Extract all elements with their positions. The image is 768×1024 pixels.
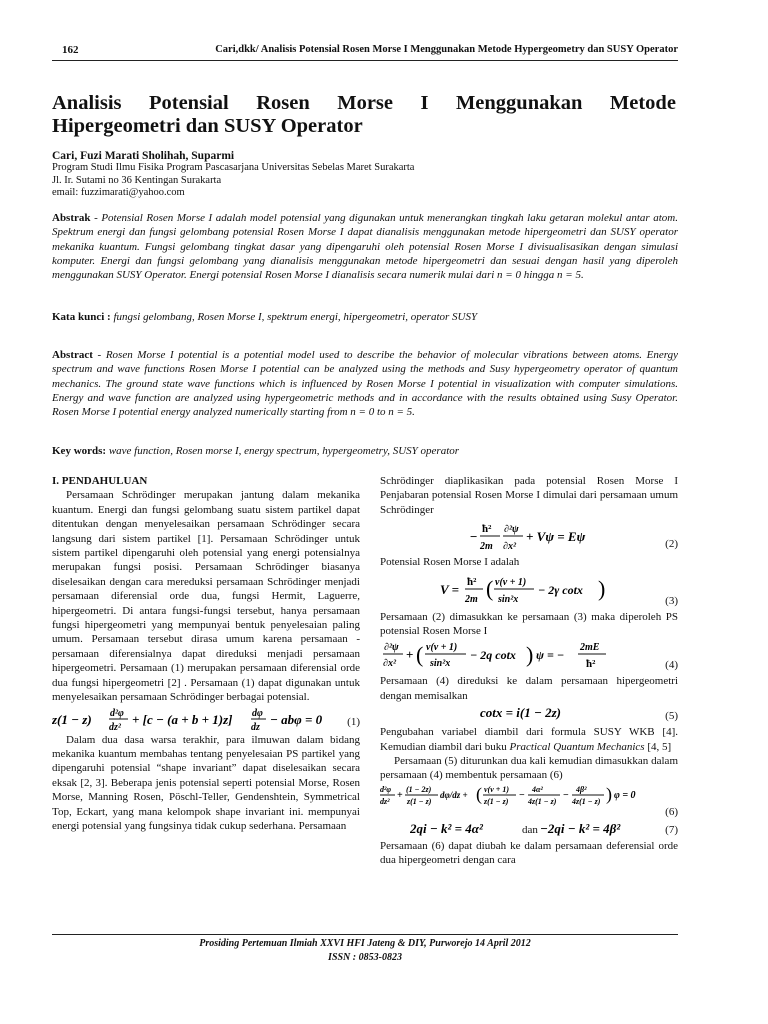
affiliation-email: email: fuzzimarati@yahoo.com xyxy=(52,187,185,198)
key-words-label: Key words: xyxy=(52,445,107,457)
svg-text:2qi − k² = 4α²: 2qi − k² = 4α² xyxy=(410,820,483,836)
svg-text:2mE: 2mE xyxy=(580,642,600,654)
title-word: Analisis xyxy=(52,92,122,114)
svg-text:4z(1 − z): 4z(1 − z) xyxy=(528,796,557,806)
svg-text:ν(ν + 1): ν(ν + 1) xyxy=(484,784,509,794)
affiliation-line-1: Program Studi Ilmu Fisika Program Pascasarjana Universitas Sebelas Maret Surakarta xyxy=(52,162,415,173)
svg-text:+ [c − (a + b + 1)z]: + [c − (a + b + 1)z] xyxy=(132,711,233,727)
svg-text:− 2γ cotx: − 2γ cotx xyxy=(538,582,583,597)
abstract-text: Rosen Morse I potential is a potential model used to describe the behavior of molecular vibrations between atoms. Energy spectrum and wave functions Rosen Morse I potential can be analyzed using the methods and Susy hypergeometry operator of quantum mechanics. The ground state wave functions which is influenced by Rosen Morse I potential in visualization with computer simulations. Energy and wave function are analyzed using hypergeometric methods and in accordance with the results obtained using Susy Operator. Rosen Morse I potential energy analyzed numerically starting from n = 0 to n = 5. xyxy=(52,349,678,419)
abstrak: Abstrak - Potensial Rosen Morse I adalah model potensial yang digunakan untuk menerangkan tingkah laku getaran molekul antar atom. Spektrum energi dan fungsi gelombang potensial Rosen Morse I dapat dianalisis menggunakan metode hipergeometri dan SUSY operator mekanika kuantum. Fungsi gelombang tingkat dasar yang dipengaruhi oleh potensial Rosen Morse I divisualisasikan dengan simulasi komputer. Energi dan fungsi gelombang yang dianalisis menggunakan metode hipergeometri dan sesuai dengan hasil yang diperoleh menggunakan SUSY Operator. Energi potensial Rosen Morse I dianalisis secara numerik mulai dari n = 0 hingga n = 5. xyxy=(52,212,678,282)
equation-2 xyxy=(380,517,678,555)
abstrak-label: Abstrak xyxy=(52,212,91,224)
svg-text:z(1 − z): z(1 − z) xyxy=(407,796,432,806)
right-paragraph-5 xyxy=(380,725,678,754)
equation-6-formula xyxy=(380,783,678,807)
svg-text:−: − xyxy=(519,789,525,801)
svg-text:ψ = −: ψ = − xyxy=(536,648,565,663)
right-paragraph-3: Persamaan (2) dimasukkan ke persamaan (3) maka diperoleh PS potensial Rosen Morse I xyxy=(380,610,678,638)
svg-text:+ Vψ = Eψ: + Vψ = Eψ xyxy=(526,529,586,545)
svg-text:z(1 − z): z(1 − z) xyxy=(52,711,92,727)
intro-paragraph-2: Dalam dua dasa warsa terakhir, para ilmuwan dalam bidang mekanika kuantum membahas tentang penyelesaian PS partikel yang dipengaruhi potensial “shape invariant” dapat diselesaikan secara eksak [2, 3]. Beberapa jenis potensial seperti potensial Morse, Rosen Morse, Manning Rosen, Pöschl-Teller, Gendenshtein, Symmetrical Top, Eckart, yang mana kelompok shape invariant ini. mempunyai energi potensial yang fungsinya tidak cukup sederhana. Persamaan xyxy=(52,733,360,832)
svg-text:d²φ: d²φ xyxy=(110,707,124,719)
svg-text:∂²ψ: ∂²ψ xyxy=(384,642,399,654)
svg-text:dφ/dz +: dφ/dz + xyxy=(440,789,468,800)
right-paragraph-5b: [4, 5] xyxy=(647,740,672,753)
equation-5-formula xyxy=(480,703,590,723)
svg-text:(: ( xyxy=(486,575,494,601)
svg-text:): ) xyxy=(526,642,534,668)
right-paragraph-6: Persamaan (5) diturunkan dua kali kemudian dimasukkan dalam persamaan (4) membentuk persamaan (6) xyxy=(380,755,678,782)
svg-text:4α²: 4α² xyxy=(532,784,543,794)
equation-6-number: (6) xyxy=(665,805,678,818)
equation-4 xyxy=(380,638,678,674)
equation-4-number: (4) xyxy=(665,659,678,672)
svg-text:ħ²: ħ² xyxy=(467,575,477,588)
equation-3-formula xyxy=(440,572,620,610)
footer-issn: ISSN : 0853-0823 xyxy=(328,952,402,963)
right-column xyxy=(380,474,678,868)
abstract-en: Abstract - Rosen Morse I potential is a potential model used to describe the behavior of molecular vibrations between atoms. Energy spectrum and wave functions Rosen Morse I potential can be analyzed using the methods and Susy hypergeometry operator of quantum mechanics. The ground state wave functions which is influenced by Rosen Morse I potential in visualization with computer simulations. Energy and wave function are analyzed using hypergeometric methods and in accordance with the results obtained using Susy Operator. Rosen Morse I potential energy analyzed numerically starting from n = 0 to n = 5. xyxy=(52,349,678,419)
equation-3-number: (3) xyxy=(665,594,678,607)
svg-text:d²φ: d²φ xyxy=(380,784,392,794)
abstrak-text: Potensial Rosen Morse I adalah model potensial yang digunakan untuk menerangkan tingkah laku getaran molekul antar atom. Spektrum energi dan fungsi gelombang potensial Rosen Morse I dapat dianalisis menggunakan metode hipergeometri dan SUSY operator mekanika kuantum. Fungsi gelombang tingkat dasar yang dipengaruhi oleh potensial Rosen Morse I divisualisasikan dengan simulasi komputer. Energi dan fungsi gelombang yang dianalisis menggunakan metode hipergeometri dan sesuai dengan hasil yang diperoleh menggunakan SUSY Operator. Energi potensial Rosen Morse I dianalisis secara numerik mulai dari n = 0 hingga n = 5. xyxy=(52,212,678,282)
title-word: Potensial xyxy=(148,92,229,114)
equation-7 xyxy=(380,819,678,839)
svg-text:+: + xyxy=(406,647,414,663)
equation-5 xyxy=(380,703,678,725)
svg-text:): ) xyxy=(606,783,612,804)
svg-text:(1 − 2z): (1 − 2z) xyxy=(406,784,432,794)
right-paragraph-7: Persamaan (6) dapat diubah ke dalam persamaan deferensial orde dua hipergeometri dengan cara xyxy=(380,839,678,867)
section-heading: I. PENDAHULUAN xyxy=(52,475,148,487)
equation-1-number: (1) xyxy=(347,715,360,728)
affiliation xyxy=(52,162,414,200)
svg-text:(: ( xyxy=(476,783,482,804)
paper-title xyxy=(52,92,676,138)
svg-text:ħ²: ħ² xyxy=(482,523,492,536)
svg-text:+: + xyxy=(397,789,403,801)
svg-text:∂x²: ∂x² xyxy=(383,658,396,670)
equation-2-number: (2) xyxy=(665,538,678,551)
svg-text:φ = 0: φ = 0 xyxy=(614,789,636,801)
svg-text:−2qi − k² = 4β²: −2qi − k² = 4β² xyxy=(540,820,621,836)
svg-text:z(1 − z): z(1 − z) xyxy=(484,796,509,806)
svg-text:ν(ν + 1): ν(ν + 1) xyxy=(495,576,527,588)
equation-7a-formula xyxy=(410,819,520,839)
key-words-text: wave function, Rosen morse I, energy spectrum, hypergeometry, SUSY operator xyxy=(108,445,460,457)
svg-text:dz: dz xyxy=(251,721,260,733)
svg-text:): ) xyxy=(598,575,606,601)
svg-text:sin²x: sin²x xyxy=(430,658,451,670)
svg-text:∂²ψ: ∂²ψ xyxy=(504,524,519,536)
equation-6 xyxy=(380,783,678,819)
svg-text:−: − xyxy=(563,789,569,801)
equation-2-formula xyxy=(470,519,590,555)
equation-7-number: (7) xyxy=(665,823,678,836)
footer-proceedings: Prosiding Pertemuan Ilmiah XXVI HFI Jateng & DIY, Purworejo 14 April 2012 xyxy=(199,938,531,949)
svg-text:−: − xyxy=(470,529,478,545)
svg-text:− 2q cotx: − 2q cotx xyxy=(470,648,516,663)
svg-text:(: ( xyxy=(416,642,424,668)
title-line-2: Hipergeometri dan SUSY Operator xyxy=(52,115,363,137)
svg-text:V =: V = xyxy=(440,581,460,597)
kata-kunci-label: Kata kunci : xyxy=(52,311,111,323)
book-title: Practical Quantum Mechanics xyxy=(509,740,645,753)
equation-5-number: (5) xyxy=(665,710,678,723)
right-paragraph-4: Persamaan (4) direduksi ke dalam persamaan hipergeometri dengan memisalkan xyxy=(380,675,678,702)
title-line-1 xyxy=(52,92,676,115)
title-word: Metode xyxy=(609,92,676,114)
kata-kunci xyxy=(52,311,678,323)
intro-paragraph-1: Persamaan Schrödinger merupakan jantung dalam mekanika kuantum. Energi dan fungsi gelombang suatu sistem partikel dapat ditentukan dengan menyelesaikan persamaan Schrödinger secara langsung dari sistem partikel [1]. Persamaan Schrödinger untuk sistem partikel dipengaruhi oleh potensial yang energi potensialnya merupakan fungsi posisi. Persamaan Schrödinger biasanya diselesaikan dengan cara mereduksi persamaan Schrödinger menjadi persamaan diferensial orde dua, fungsi Hermit, Laguerre, hipergeometri. Di antara fungsi-fungsi tersebut, hanya persamaan fungsi hipergeometri yang mempunyai bentuk penyelesaian paling umum. Persamaan tersebut dirasa umum karena persamaan - persamaan diferensialnya dapat direduksi menjadi persamaan hipergeometri. Persamaan (1) merupakan persamaan diferensial orde dua fungsi hipergeometri [2] . Persamaan (1) dapat digunakan untuk menyelesaikan persamaan Schrödinger berbagai potensial. xyxy=(52,489,360,704)
equation-3 xyxy=(380,570,678,610)
right-paragraph-5a: Pengubahan variabel diambil dari formula SUSY WKB [4]. Kemudian diambil dari buku xyxy=(380,726,678,753)
svg-text:− abφ = 0: − abφ = 0 xyxy=(270,711,323,727)
svg-text:∂x²: ∂x² xyxy=(503,541,516,553)
title-word: Menggunakan xyxy=(455,92,583,114)
svg-text:ν(ν + 1): ν(ν + 1) xyxy=(426,642,458,654)
svg-text:4β²: 4β² xyxy=(576,784,587,794)
equation-1 xyxy=(52,705,360,733)
kata-kunci-text: fungsi gelombang, Rosen Morse I, spektrum energi, hipergeometri, operator SUSY xyxy=(113,311,478,323)
equation-7b-formula xyxy=(540,819,656,839)
authors: Cari, Fuzi Marati Sholihah, Suparmi xyxy=(52,150,235,162)
title-word: Morse xyxy=(337,92,393,114)
svg-text:dφ: dφ xyxy=(252,707,263,719)
equation-7-dan: dan xyxy=(522,823,538,836)
svg-text:2m: 2m xyxy=(480,541,493,553)
svg-text:4z(1 − z): 4z(1 − z) xyxy=(572,796,601,806)
equation-1-formula xyxy=(52,705,332,733)
running-title: Cari,dkk/ Analisis Potensial Rosen Morse I Menggunakan Metode Hypergeometry dan SUSY Operator xyxy=(215,44,678,55)
affiliation-line-2: Jl. Ir. Sutami no 36 Kentingan Surakarta xyxy=(52,174,222,186)
footer-rule xyxy=(52,934,678,935)
right-paragraph-1: Schrödinger diaplikasikan pada potensial Rosen Morse I Penjabaran potensial Rosen Morse I dimulai dari persamaan umum Schrödinger xyxy=(380,475,678,516)
abstract-label: Abstract xyxy=(52,349,93,361)
svg-text:dz²: dz² xyxy=(380,796,390,806)
svg-text:sin²x: sin²x xyxy=(498,593,519,605)
right-paragraph-2: Potensial Rosen Morse I adalah xyxy=(380,556,520,569)
svg-text:ħ²: ħ² xyxy=(586,658,596,671)
key-words xyxy=(52,445,678,457)
left-column xyxy=(52,474,360,833)
title-word: I xyxy=(420,92,429,114)
equation-4-formula xyxy=(380,638,670,674)
svg-text:cotx = i(1 − 2z): cotx = i(1 − 2z) xyxy=(480,705,561,721)
header-rule xyxy=(52,60,678,61)
svg-text:dz²: dz² xyxy=(109,721,121,733)
title-word: Rosen xyxy=(256,92,310,114)
svg-text:2m: 2m xyxy=(465,593,478,605)
page-number: 162 xyxy=(62,44,79,56)
